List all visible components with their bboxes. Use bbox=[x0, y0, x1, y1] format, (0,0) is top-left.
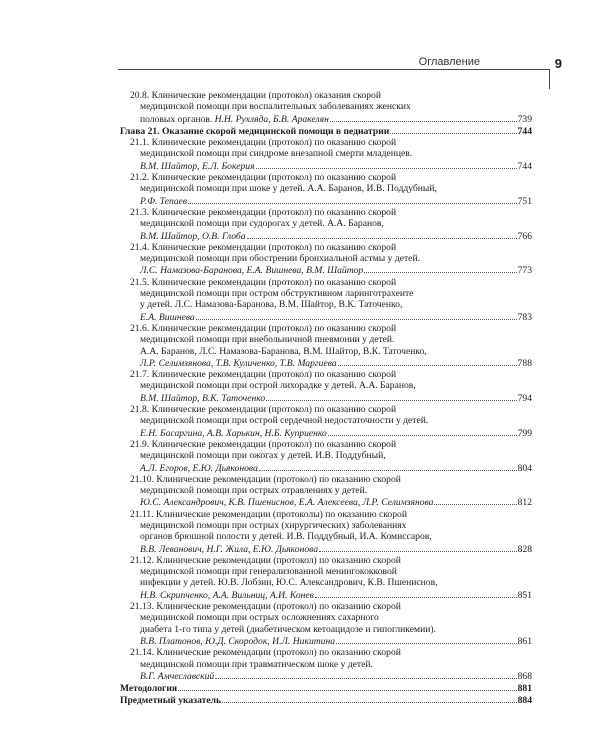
toc-entry-line: 21.8. Клинические рекомендации (протокол) по оказанию скорой bbox=[130, 404, 397, 416]
toc-entry-last-line bbox=[130, 670, 532, 682]
toc-entry-line: медицинской помощи при генерализованной менингококковой bbox=[140, 566, 397, 578]
toc-entry-line: медицинской помощи при обострении бронхиальной астмы у детей. bbox=[140, 253, 420, 265]
toc-entry-line: медицинской помощи при остром обструктивном ларинготрахеите bbox=[140, 288, 414, 300]
dot-leader bbox=[215, 670, 516, 679]
toc-entry-line: органов брюшной полости у детей. И.В. Поддубный, И.А. Комиссаров, bbox=[140, 531, 432, 543]
toc-entry-text bbox=[140, 497, 433, 508]
toc-page-number: 804 bbox=[517, 462, 532, 474]
toc-entry-authors: Р.Ф. Тепаев bbox=[140, 195, 188, 207]
toc-entry-text bbox=[120, 683, 177, 694]
toc-entry-line: 21.14. Клинические рекомендации (протокол) по оказанию скорой bbox=[130, 647, 401, 659]
dot-leader bbox=[196, 311, 517, 320]
toc-entry-line: медицинской помощи при внебольничной пневмонии у детей. bbox=[140, 334, 395, 346]
toc-entry bbox=[120, 137, 532, 172]
toc-entry-last-line bbox=[130, 311, 532, 323]
toc-entry-title: половых органов. bbox=[140, 113, 215, 125]
toc-entry-text bbox=[140, 231, 246, 242]
toc-entry-line: 21.3. Клинические рекомендации (протокол) по оказанию скорой bbox=[130, 206, 397, 218]
toc-entry-text bbox=[140, 312, 195, 323]
dot-leader bbox=[434, 496, 516, 505]
toc-entry bbox=[120, 555, 532, 601]
toc-entry-text bbox=[140, 463, 258, 474]
toc-entry bbox=[120, 277, 532, 323]
toc-entry-text bbox=[140, 544, 318, 555]
toc-entry-line: 21.13. Клинические рекомендации (протокол) по оказанию скорой bbox=[130, 601, 401, 613]
toc-entry bbox=[120, 90, 532, 125]
toc-entry-last-line bbox=[130, 113, 532, 125]
toc-entry bbox=[120, 207, 532, 242]
dot-leader bbox=[319, 543, 517, 552]
toc-entry-line: 21.5. Клинические рекомендации (протокол) по оказанию скорой bbox=[130, 276, 397, 288]
toc-page-number: 739 bbox=[517, 113, 532, 125]
toc-entry-text bbox=[140, 358, 337, 369]
toc-entry-line: медицинской помощи при острых осложнениях сахарного bbox=[140, 612, 379, 624]
toc-page-number: 861 bbox=[517, 635, 532, 647]
toc-entry-line: 21.9. Клинические рекомендации (протокол) по оказанию скорой bbox=[130, 438, 397, 450]
toc-entry-line: инфекции у детей. Ю.В. Лобзин, Ю.С. Александрович, К.В. Пшениснов, bbox=[140, 577, 438, 589]
toc-entry-line: медицинской помощи при острой сердечной недостаточности у детей. bbox=[140, 415, 429, 427]
toc-entry-authors: В.В. Платонов, Ю.Д. Скородок, И.Л. Никитина bbox=[140, 635, 336, 647]
dot-leader bbox=[390, 125, 516, 134]
toc-entry-authors: В.М. Шайтор, Е.Л. Бокерия bbox=[140, 160, 255, 172]
toc-entry bbox=[120, 242, 532, 277]
toc-entry bbox=[120, 647, 532, 682]
toc-entry-authors: Л.С. Намазова-Баранова, Е.А. Вишнева, В.М. Шайтор bbox=[140, 265, 364, 277]
toc-entry-last-line bbox=[130, 195, 532, 207]
dot-leader bbox=[336, 635, 517, 644]
dot-leader bbox=[364, 264, 516, 273]
dot-leader bbox=[188, 195, 517, 204]
dot-leader bbox=[315, 589, 517, 598]
toc-entry-line: медицинской помощи при синдроме внезапной смерти младенцев. bbox=[140, 148, 413, 160]
toc-page-number: 751 bbox=[517, 195, 532, 207]
dot-leader bbox=[256, 160, 517, 169]
toc-entry-line: 20.8. Клинические рекомендации (протокол) оказания скорой bbox=[130, 90, 381, 101]
toc-entry-last-line bbox=[130, 496, 532, 508]
toc-entry-line: 21.6. Клинические рекомендации (протокол) по оказанию скорой bbox=[130, 322, 397, 334]
toc-entry-last-line bbox=[130, 462, 532, 474]
toc-entry-line: медицинской помощи при воспалительных заболеваниях женских bbox=[140, 101, 411, 113]
toc-entry-line: диабета 1-го типа у детей (диабетическом кетоацидозе и гипогликемии). bbox=[140, 623, 436, 635]
toc-entry-line: 21.1. Клинические рекомендации (протокол) по оказанию скорой bbox=[130, 137, 397, 149]
toc-entry-line: медицинской помощи при ожогах у детей. И.В. Поддубный, bbox=[140, 450, 386, 462]
toc-entry-authors: В.Г. Амчеславский bbox=[140, 670, 215, 682]
toc-page-number: 812 bbox=[517, 497, 532, 509]
toc-entry-line: 21.7. Клинические рекомендации (протокол) по оказанию скорой bbox=[130, 369, 397, 381]
toc-page-number: 788 bbox=[517, 357, 532, 369]
toc-entry-title: Глава 21. Оказание скорой медицинской помощи в педиатрии bbox=[120, 125, 390, 137]
toc-entry bbox=[120, 474, 532, 509]
header-rule-tick bbox=[549, 69, 550, 89]
page-number: 9 bbox=[554, 56, 562, 71]
toc-entry-last-line bbox=[120, 125, 532, 137]
toc-entry-line: 21.2. Клинические рекомендации (протокол) по оказанию скорой bbox=[130, 172, 397, 184]
header-rule bbox=[118, 69, 550, 70]
toc-entry-authors: Е.Н. Басаргина, А.В. Харькин, Н.Б. Куприенко bbox=[140, 427, 327, 439]
toc-entry-title: Методология bbox=[120, 683, 178, 695]
dot-leader bbox=[330, 113, 517, 122]
toc-page-number: 773 bbox=[517, 265, 532, 277]
toc-entry bbox=[120, 369, 532, 404]
toc-entry-text bbox=[140, 636, 335, 647]
toc-entry-text bbox=[120, 126, 389, 137]
toc-page-number: 881 bbox=[517, 683, 532, 695]
toc-entry-last-line bbox=[130, 160, 532, 172]
toc-entry bbox=[120, 323, 532, 369]
toc-entry-line: 21.4. Клинические рекомендации (протокол) по оказанию скорой bbox=[130, 241, 397, 253]
dot-leader bbox=[259, 462, 517, 471]
toc-entry-line: медицинской помощи при острой лихорадке у детей. А.А. Баранов, bbox=[140, 380, 416, 392]
toc-entry-title: Предметный указатель bbox=[120, 695, 222, 707]
section-title: Оглавление bbox=[418, 56, 480, 68]
toc-entry-authors: А.Л. Егоров, Е.Ю. Дьяконова bbox=[140, 462, 258, 474]
toc-entry-authors: В.М. Шайтор, В.К. Таточенко bbox=[140, 392, 266, 404]
toc-entry-authors: Н.В. Скрипченко, А.А. Вильниц, А.И. Конев bbox=[140, 589, 314, 601]
toc-entry-text bbox=[140, 590, 314, 601]
toc-entry bbox=[120, 439, 532, 474]
toc-entry-line: медицинской помощи при шоке у детей. А.А. Баранов, И.В. Поддубный, bbox=[140, 183, 437, 195]
toc-entry-line: А.А. Баранов, Л.С. Намазова-Баранова, В.М. Шайтор, В.К. Таточенко, bbox=[140, 345, 427, 357]
dot-leader bbox=[266, 392, 516, 401]
toc-entry-authors: В.В. Леванович, Н.Г. Жила, Е.Ю. Дьяконова bbox=[140, 543, 319, 555]
toc-entry-line: медицинской помощи при острых (хирургических) заболеваниях bbox=[140, 519, 407, 531]
toc-chapter-entry bbox=[120, 125, 532, 137]
dot-leader bbox=[222, 694, 517, 703]
toc-entry-last-line bbox=[130, 230, 532, 242]
toc-chapter-entry bbox=[120, 694, 532, 706]
toc-entry-text bbox=[140, 161, 255, 172]
toc-page-number: 794 bbox=[517, 392, 532, 404]
toc-page-number: 744 bbox=[517, 125, 532, 137]
toc-entry-line: 21.12. Клинические рекомендации (протокол) по оказанию скорой bbox=[130, 554, 401, 566]
dot-leader bbox=[328, 427, 517, 436]
toc-entry-last-line bbox=[130, 427, 532, 439]
toc-entry-text bbox=[140, 265, 363, 276]
dot-leader bbox=[338, 357, 517, 366]
toc-entry-last-line bbox=[130, 635, 532, 647]
toc-page-number: 828 bbox=[517, 543, 532, 555]
toc-entry-last-line bbox=[120, 682, 532, 694]
toc-entry-line: медицинской помощи при острых отравлениях у детей. bbox=[140, 485, 368, 497]
toc-entry bbox=[120, 404, 532, 439]
toc-entry-line: 21.11. Клинические рекомендации (протоколы) по оказанию скорой bbox=[130, 508, 407, 520]
toc-page-number: 766 bbox=[517, 230, 532, 242]
toc-page-number: 884 bbox=[517, 695, 532, 707]
toc-entry-text bbox=[120, 695, 221, 706]
table-of-contents bbox=[120, 90, 532, 707]
toc-entry-authors: Е.А. Вишнева bbox=[140, 311, 195, 323]
toc-entry-line: медицинской помощи при травматическом шоке у детей. bbox=[140, 658, 373, 670]
toc-entry bbox=[120, 509, 532, 555]
running-header bbox=[0, 56, 600, 86]
toc-entry-text bbox=[140, 196, 187, 207]
toc-chapter-entry bbox=[120, 682, 532, 694]
toc-entry-line: у детей. Л.С. Намазова-Баранова, В.М. Шайтор, В.К. Таточенко, bbox=[140, 299, 403, 311]
toc-page-number: 799 bbox=[517, 427, 532, 439]
dot-leader bbox=[247, 230, 517, 239]
toc-page-number: 868 bbox=[517, 670, 532, 682]
toc-entry-text bbox=[140, 114, 329, 125]
toc-page-number: 851 bbox=[517, 589, 532, 601]
toc-entry-last-line bbox=[130, 543, 532, 555]
toc-entry-last-line bbox=[130, 589, 532, 601]
toc-entry-line: медицинской помощи при судорогах у детей. А.А. Баранов, bbox=[140, 218, 384, 230]
toc-entry-authors: В.М. Шайтор, О.В. Глоба bbox=[140, 230, 246, 242]
toc-entry-last-line bbox=[130, 392, 532, 404]
toc-entry-authors: Л.Р. Селимзянова, Т.В. Куличенко, Т.В. Маргиева bbox=[140, 357, 337, 369]
toc-entry-authors: Ю.С. Александрович, К.В. Пшениснов, Е.А. Алексеева, Л.Р. Селимзянова bbox=[140, 497, 434, 509]
toc-entry-text bbox=[140, 393, 265, 404]
toc-entry-text bbox=[140, 428, 327, 439]
toc-entry-last-line bbox=[130, 264, 532, 276]
toc-page-number: 744 bbox=[517, 160, 532, 172]
toc-entry-last-line bbox=[130, 357, 532, 369]
toc-entry-authors: Н.Н. Рухляда, Б.В. Аракелян bbox=[214, 113, 329, 125]
toc-page-number: 783 bbox=[517, 311, 532, 323]
toc-entry-line: 21.10. Клинические рекомендации (протокол) по оказанию скорой bbox=[130, 473, 401, 485]
toc-entry-last-line bbox=[120, 694, 532, 706]
toc-entry-text bbox=[140, 671, 214, 682]
dot-leader bbox=[178, 682, 517, 691]
toc-entry bbox=[120, 601, 532, 647]
toc-entry bbox=[120, 172, 532, 207]
